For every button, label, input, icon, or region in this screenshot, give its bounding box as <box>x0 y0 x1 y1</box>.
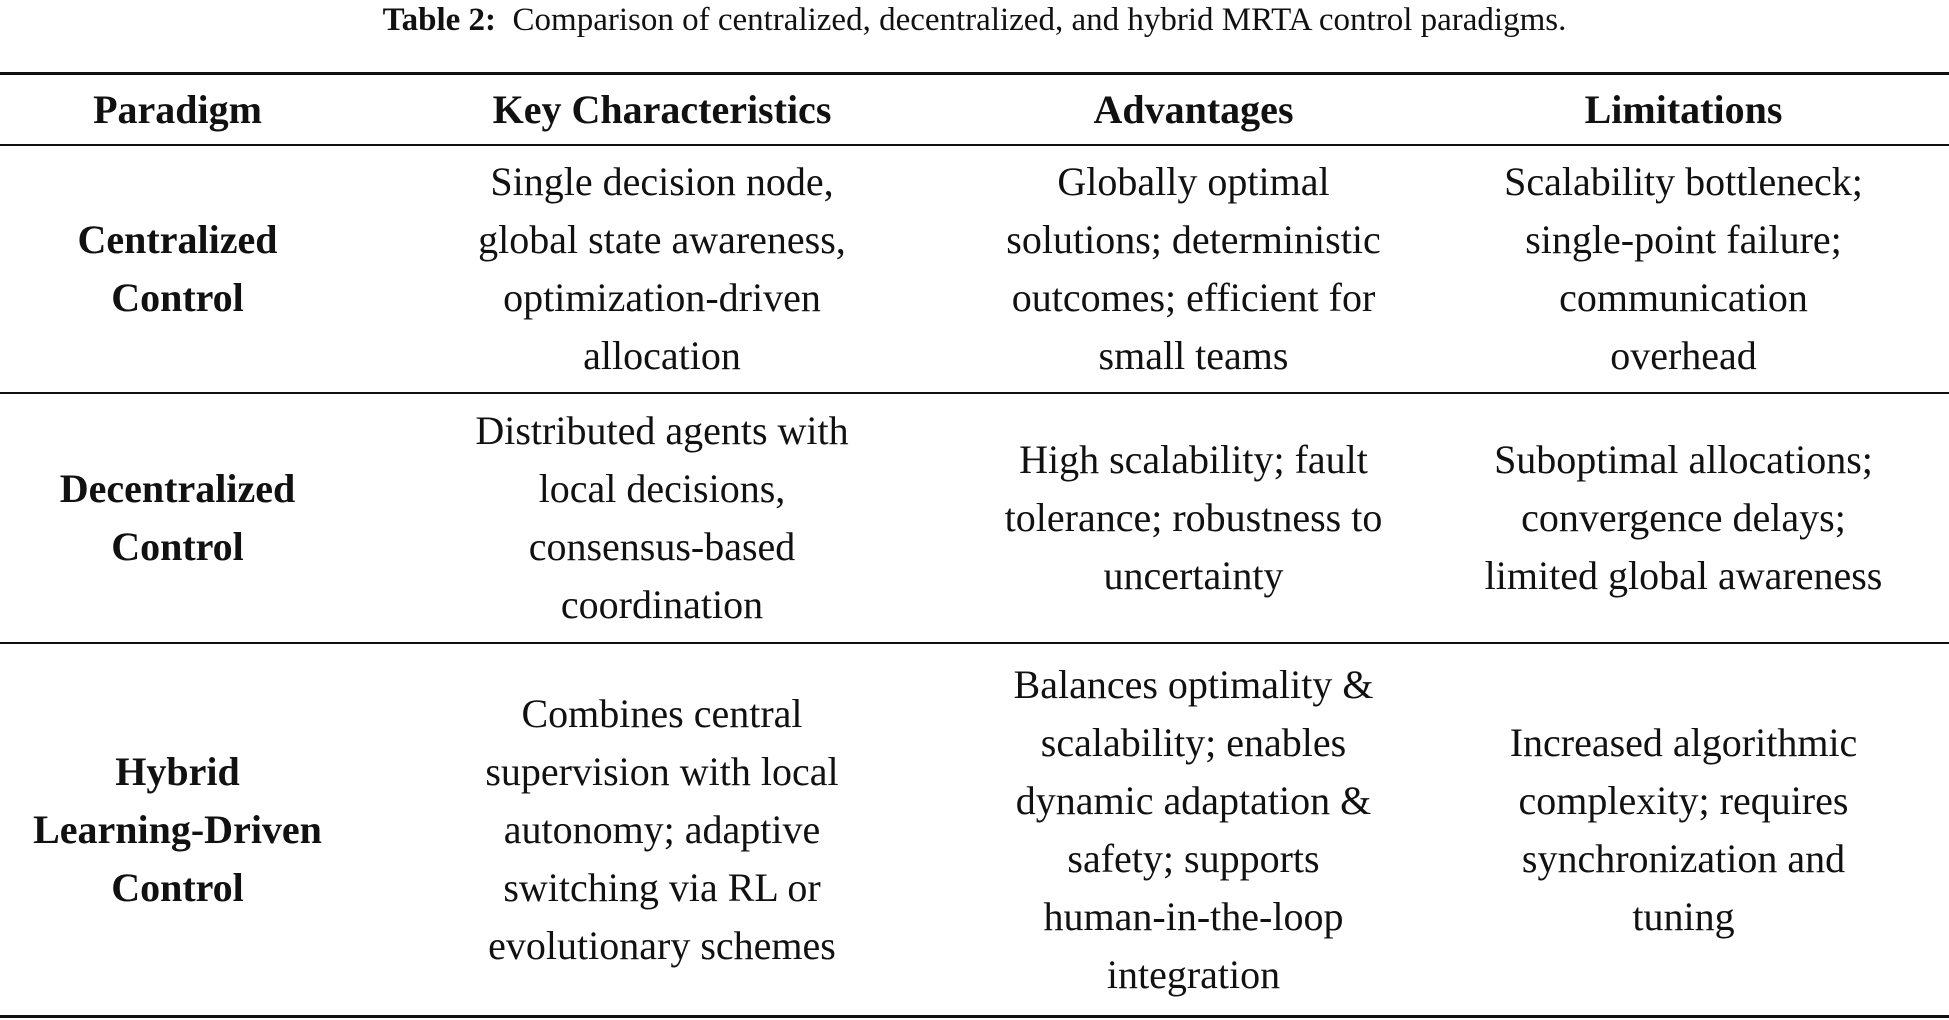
paradigm-cell <box>0 145 355 393</box>
advantages-cell <box>969 145 1418 393</box>
characteristics-cell <box>355 393 969 643</box>
table-row-decentralized <box>0 393 1949 643</box>
limitations-cell <box>1418 643 1949 1017</box>
cell-line: outcomes; efficient for <box>1011 275 1376 320</box>
cell-line: Suboptimal allocations; <box>1494 437 1873 482</box>
cell-line: tuning <box>1632 893 1735 939</box>
cell-line: Control <box>111 864 244 910</box>
cell-line: evolutionary schemes <box>488 922 836 968</box>
cell-line: safety; supports <box>1067 835 1320 881</box>
characteristics-cell <box>355 643 969 1017</box>
cell-line: tolerance; robustness to <box>1004 495 1383 540</box>
characteristics-cell <box>355 145 969 393</box>
cell-line: consensus-based <box>528 524 796 569</box>
table-row-centralized <box>0 145 1949 393</box>
cell-line: integration <box>1106 951 1281 997</box>
cell-line: limited global awareness <box>1484 553 1883 598</box>
cell-line: switching via RL or <box>503 864 821 910</box>
cell-line: overhead <box>1610 333 1757 378</box>
table-caption <box>0 0 1949 46</box>
header-paradigm: Paradigm <box>93 86 262 132</box>
cell-line: synchronization and <box>1521 835 1846 881</box>
cell-line: Learning-Driven <box>33 806 322 852</box>
cell-line: Increased algorithmic <box>1509 719 1858 765</box>
comparison-table <box>0 72 1949 1018</box>
caption-text: Comparison of centralized, decentralized, and hybrid MRTA control paradigms. <box>512 2 1567 38</box>
cell-line: local decisions, <box>538 466 786 511</box>
cell-line: Control <box>111 524 244 569</box>
cell-line: allocation <box>583 333 741 378</box>
cell-line: supervision with local <box>485 748 839 794</box>
cell-line: uncertainty <box>1103 553 1284 598</box>
cell-line: Distributed agents with <box>475 408 849 453</box>
cell-line: optimization-driven <box>503 275 821 320</box>
advantages-cell <box>969 643 1418 1017</box>
limitations-cell <box>1418 145 1949 393</box>
advantages-cell <box>969 393 1418 643</box>
cell-line: single-point failure; <box>1525 217 1842 262</box>
cell-line: global state awareness, <box>478 217 846 262</box>
cell-line: Scalability bottleneck; <box>1504 159 1863 204</box>
cell-line: human-in-the-loop <box>1043 893 1344 939</box>
cell-line: complexity; requires <box>1518 777 1849 823</box>
paradigm-cell <box>0 393 355 643</box>
cell-line: Hybrid <box>115 748 240 794</box>
cell-line: Globally optimal <box>1057 159 1330 204</box>
paradigm-cell <box>0 643 355 1017</box>
cell-line: Single decision node, <box>490 159 834 204</box>
header-key-characteristics: Key Characteristics <box>492 86 832 132</box>
cell-line: communication <box>1559 275 1808 320</box>
limitations-cell <box>1418 393 1949 643</box>
table-row-hybrid <box>0 643 1949 1017</box>
cell-line: autonomy; adaptive <box>503 806 821 852</box>
caption-label: Table 2: <box>382 2 497 38</box>
cell-line: High scalability; fault <box>1019 437 1368 482</box>
header-advantages: Advantages <box>1093 86 1294 132</box>
header-limitations: Limitations <box>1584 86 1783 132</box>
cell-line: Decentralized <box>59 466 296 511</box>
cell-line: dynamic adaptation & <box>1015 777 1372 823</box>
cell-line: scalability; enables <box>1040 719 1347 765</box>
cell-line: Control <box>111 275 244 320</box>
cell-line: convergence delays; <box>1521 495 1846 540</box>
cell-line: solutions; deterministic <box>1006 217 1381 262</box>
cell-line: coordination <box>560 582 764 627</box>
cell-line: small teams <box>1098 333 1289 378</box>
cell-line: Centralized <box>77 217 278 262</box>
header-row <box>0 74 1949 146</box>
cell-line: Balances optimality & <box>1013 661 1374 707</box>
cell-line: Combines central <box>521 690 803 736</box>
